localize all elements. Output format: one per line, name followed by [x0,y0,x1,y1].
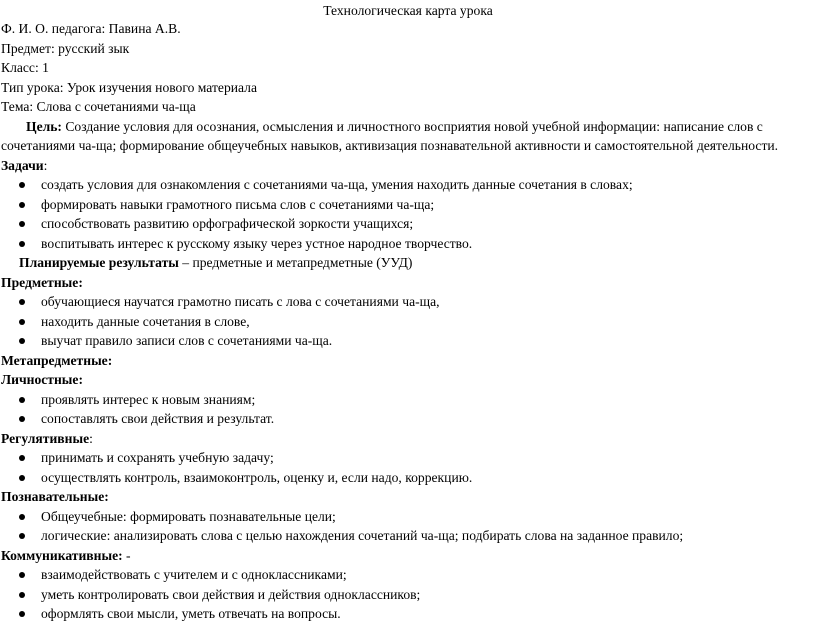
bullet-icon [19,533,25,539]
communicative-heading [1,546,131,566]
meta-heading: Метапредметные: [1,352,113,368]
list-item-text: логические: анализировать слова с целью нахождения сочетаний ча-ща; подбирать слова на заданное правило; [41,528,684,543]
list-item-text: формировать навыки грамотного письма слов с сочетаниями ча-ща; [41,196,435,212]
document-title: Технологическая карта урока [323,3,493,18]
list-item-text: Общеучебные: формировать познавательные цели; [41,508,336,524]
tasks-colon: : [43,157,48,173]
list-item-text: создать условия для ознакомления с сочетаниями ча-ща, умения находить данные сочетания в словах; [41,177,633,192]
cognitive-heading-label: Познавательные: [1,489,109,504]
topic-line [1,97,196,117]
bullet-icon [19,221,25,227]
list-item-text: выучат правило записи слов с сочетаниями ча-ща. [41,333,333,348]
personal-heading: Личностные: [1,372,83,387]
list-item-text: воспитывать интерес к русскому языку через устное народное творчество. [41,235,473,251]
tasks-heading [1,156,47,176]
list-item-text: принимать и сохранять учебную задачу; [41,450,274,465]
list-item-text: обучающиеся научатся грамотно писать с лова с сочетаниями ча-ща, [41,294,440,309]
planned-label: Планируемые результаты [19,255,179,270]
regulative-label: Регулятивные [1,430,90,446]
goal-line [26,117,763,137]
lesson-type-line: Тип урока: Урок изучения нового материала [1,79,257,95]
regulative-heading [1,429,93,449]
bullet-icon [19,416,25,422]
goal-label: Цель: [26,118,62,134]
grade-line: Класс: 1 [1,60,49,75]
bullet-icon [19,572,25,578]
planned-results-line [19,253,412,273]
topic-value: Слова с сочетаниями ча-ща [36,99,196,114]
goal-text-2: сочетаниями ча-ща; формирование общеучебных навыков, активизация познавательной активности и самостоятельной деятельности. [1,138,779,153]
bullet-icon [19,455,25,461]
teacher-line: Ф. И. О. педагога: Павина А.В. [1,21,181,36]
list-item-text: взаимодействовать с учителем и с одноклассниками; [41,567,347,582]
list-item-text: оформлять свои мысли, уметь отвечать на вопросы. [41,606,341,621]
subject-line: Предмет: русский зык [1,40,130,56]
goal-text-1: Создание условия для осознания, осмысления и личностного восприятия новой учебной информации: написание слов с [61,118,763,134]
list-item-text: осуществлять контроль, взаимоконтроль, оценку и, если надо, коррекцию. [41,469,473,485]
bullet-icon [19,397,25,403]
bullet-icon [19,514,25,520]
list-item-text: сопоставлять свои действия и результат. [41,411,275,426]
regulative-colon: : [89,430,93,446]
cognitive-heading [1,487,109,507]
list-item-text: находить данные сочетания в слове, [41,313,250,329]
bullet-icon [19,319,25,325]
bullet-icon [19,475,25,481]
bullet-icon [19,182,25,188]
tasks-label: Задачи [1,157,44,173]
list-item-text: уметь контролировать свои действия и действия одноклассников; [41,586,421,602]
bullet-icon [19,241,25,247]
bullet-icon [19,611,25,617]
planned-rest: – предметные и метапредметные (УУД) [178,255,413,270]
bullet-icon [19,338,25,344]
bullet-icon [19,299,25,305]
subject-results-heading: Предметные: [1,274,83,290]
communicative-heading-rest: - [122,547,131,563]
communicative-heading-label: Коммуникативные: [1,547,123,563]
bullet-icon [19,592,25,598]
topic-label: Тема: [1,99,37,114]
list-item-text: проявлять интерес к новым знаниям; [41,391,256,407]
list-item-text: способствовать развитию орфографической зоркости учащихся; [41,216,414,231]
bullet-icon [19,202,25,208]
